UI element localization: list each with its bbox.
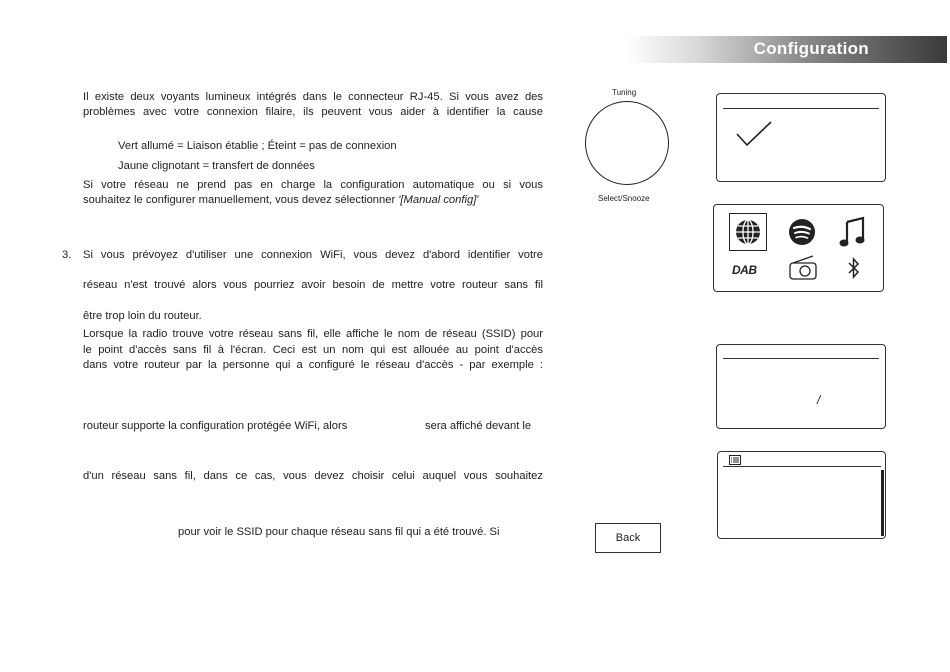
display-divider [723, 108, 879, 109]
paragraph-line: Il existe deux voyants lumineux intégrés dans le connecteur RJ-45. Si vous avez des [83, 91, 543, 103]
step-number: 3. [62, 249, 72, 261]
spotify-icon[interactable] [788, 218, 816, 246]
network-list-screen [717, 451, 886, 539]
led-green-text: Vert allumé = Liaison établie ; Éteint = pas de connexion [118, 140, 397, 152]
globe-icon [734, 218, 762, 246]
paragraph-line: réseau n'est trouvé alors vous pourriez avoir besoin de mettre votre routeur sans fil [83, 279, 543, 291]
list-icon [729, 455, 741, 465]
check-icon [735, 120, 775, 150]
paragraph-line: Si vous prévoyez d'utiliser une connexion WiFi, vous devez d'abord identifier votre [83, 249, 543, 261]
paragraph-line: problèmes avec votre connexion filaire, ils peuvent vous aider à identifier la cause [83, 106, 543, 118]
paragraph-line: Si votre réseau ne prend pas en charge la configuration automatique ou si vous [83, 179, 543, 191]
selected-mode-frame[interactable] [729, 213, 767, 251]
scrollbar[interactable] [881, 470, 884, 536]
paragraph-line: routeur supporte la configuration protégée WiFi, alors [83, 420, 348, 432]
music-note-icon[interactable] [838, 216, 866, 248]
manual-config-option: '[Manual config]' [398, 194, 479, 206]
display-divider [723, 358, 879, 359]
paragraph-line: pour voir le SSID pour chaque réseau sans fil qui a été trouvé. Si [178, 526, 500, 538]
knob-bottom-label: Select/Snooze [598, 194, 650, 203]
display-divider [723, 466, 881, 467]
mode-menu-screen [713, 204, 884, 292]
manual-config-text: souhaitez le configurer manuellement, vous devez sélectionner [83, 194, 399, 206]
paragraph-line: dans votre routeur par la personne qui a configuré le réseau d'accès - par exemple : [83, 359, 543, 371]
back-button[interactable]: Back [595, 523, 661, 553]
display-screen-network [716, 344, 886, 429]
radio-icon[interactable] [788, 255, 818, 281]
paragraph-line: être trop loin du routeur. [83, 310, 202, 322]
paragraph-line [83, 193, 478, 207]
display-screen-connected [716, 93, 886, 182]
display-slash-text: / [817, 393, 821, 407]
knob-top-label: Tuning [612, 88, 637, 97]
paragraph-line: le point d'accès sans fil à l'écran. Ceci est un nom qui est allouée au point d'accès [83, 344, 543, 356]
dab-icon[interactable]: DAB [732, 263, 757, 277]
section-title: Configuration [753, 39, 869, 58]
tuning-knob[interactable] [585, 101, 669, 185]
paragraph-line: d'un réseau sans fil, dans ce cas, vous devez choisir celui auquel vous souhaitez [83, 470, 543, 482]
led-yellow-text: Jaune clignotant = transfert de données [118, 160, 315, 172]
section-header [626, 36, 947, 63]
bluetooth-icon[interactable] [847, 257, 861, 279]
paragraph-line: Lorsque la radio trouve votre réseau sans fil, elle affiche le nom de réseau (SSID) pour [83, 328, 543, 340]
paragraph-line: sera affiché devant le [425, 420, 532, 432]
